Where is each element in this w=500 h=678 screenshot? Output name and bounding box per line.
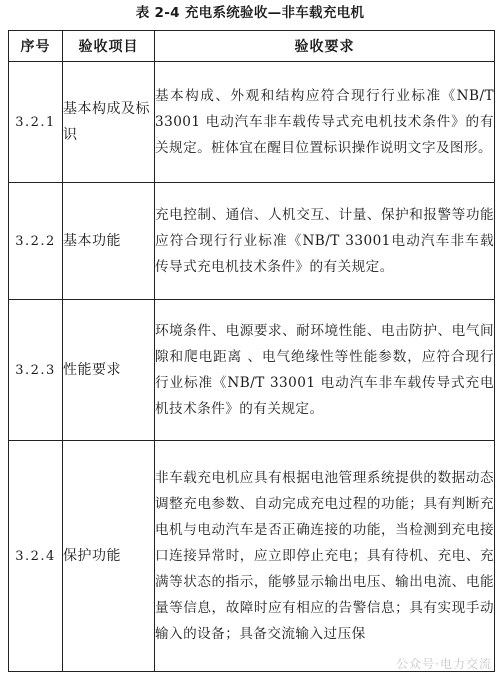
- header-inspection-item: 验收项目: [63, 31, 155, 62]
- row-inspection-requirement: 充电控制、通信、人机交互、计量、保护和报警等功能应符合现行行业标准《NB/T 33001电动汽车非车载传导式充电机技术条件》的有关规定。: [155, 183, 495, 300]
- header-inspection-requirement: 验收要求: [155, 31, 495, 62]
- acceptance-table: [8, 30, 495, 672]
- table-row: [9, 441, 495, 672]
- row-inspection-item: 基本构成及标识: [63, 62, 155, 183]
- table-row: [9, 183, 495, 300]
- row-serial-number: 3.2.3: [9, 300, 63, 441]
- row-inspection-item: 基本功能: [63, 183, 155, 300]
- row-serial-number: 3.2.1: [9, 62, 63, 183]
- row-serial-number: 3.2.4: [9, 441, 63, 672]
- header-serial-number: 序号: [9, 31, 63, 62]
- watermark: 公众号·电力交流: [396, 657, 492, 671]
- table-row: [9, 300, 495, 441]
- row-inspection-requirement: 环境条件、电源要求、耐环境性能、电击防护、电气间隙和爬电距离 、电气绝缘性等性能参数，应符合现行行业标准《NB/T 33001 电动汽车非车载传导式充电机技术条件》的有关规定。: [155, 300, 495, 441]
- table-caption: 表 2-4 充电系统验收—非车载充电机: [135, 5, 365, 21]
- row-inspection-requirement: 基本构成、外观和结构应符合现行行业标准《NB/T 33001 电动汽车非车载传导式充电机技术条件》的有关规定。桩体宜在醒目位置标识操作说明文字及图形。: [155, 62, 495, 183]
- table-row: [9, 62, 495, 183]
- row-inspection-item: 性能要求: [63, 300, 155, 441]
- row-inspection-requirement: 非车载充电机应具有根据电池管理系统提供的数据动态调整充电参数、自动完成充电过程的功能；具有判断充电机与电动汽车是否正确连接的功能，当检测到充电接口连接异常时，应立即停止充电；具有待机、充电、充满等状态的指示，能够显示输出电压、输出电流、电能量等信息，故障时应有相应的告警信息；具有实现手动输入的设备；具备交流输入过压保: [155, 441, 495, 672]
- table-header-row: [9, 31, 495, 62]
- row-serial-number: 3.2.2: [9, 183, 63, 300]
- row-inspection-item: 保护功能: [63, 441, 155, 672]
